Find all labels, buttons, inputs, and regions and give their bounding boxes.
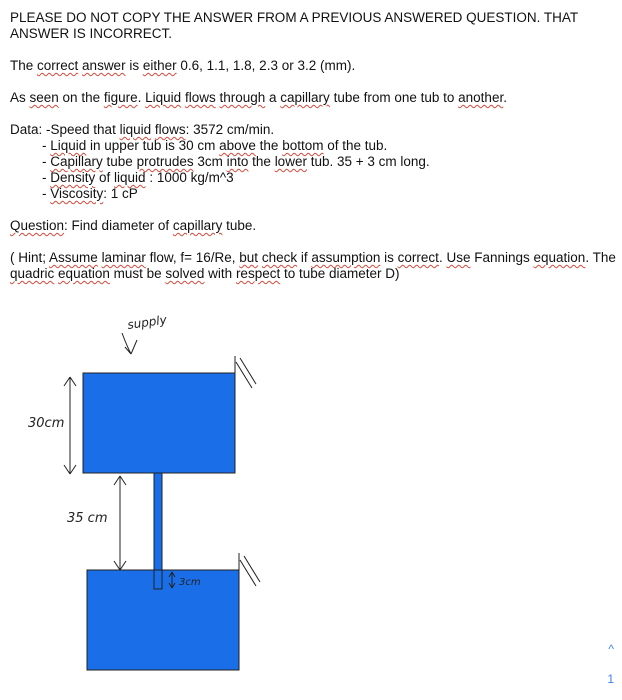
- data-item-capillary: - Capillary tube protrudes 3cm into the lower tub. 35 + 3 cm long.: [42, 154, 430, 169]
- upper-tank-hatch: [236, 358, 256, 388]
- question-line: Question: Find diameter of capillary tube.: [10, 218, 257, 233]
- height-label: 30cm: [28, 416, 65, 431]
- hint-line-2: quadric equation must be solved with respect to tube diameter D): [10, 266, 400, 281]
- intro-line: As seen on the figure. Liquid flows through a capillary tube from one tub to another.: [10, 90, 507, 105]
- data-item-viscosity: - Viscosity: 1 cP: [42, 186, 138, 201]
- length-dimension-arrow: [114, 476, 126, 570]
- answer-line: The correct answer is either 0.6, 1.1, 1.8, 2.3 or 3.2 (mm).: [10, 58, 356, 73]
- length-label: 35 cm: [67, 511, 108, 526]
- tank-diagram: [0, 300, 622, 700]
- height-dimension-arrow: [64, 377, 76, 474]
- data-item-density: - Density of liquid : 1000 kg/m^3: [42, 170, 234, 185]
- upper-tank: [83, 373, 235, 473]
- warning-line-2: ANSWER IS INCORRECT.: [10, 26, 173, 41]
- supply-label: supply: [126, 312, 168, 332]
- data-item-liquid-level: - Liquid in upper tub is 30 cm above the bottom of the tub.: [42, 138, 388, 153]
- page-number: 1: [607, 672, 614, 686]
- scroll-up-icon[interactable]: ^: [608, 642, 614, 656]
- lower-tank-hatch: [240, 556, 260, 586]
- supply-arrow: [122, 333, 137, 354]
- warning-line-1: PLEASE DO NOT COPY THE ANSWER FROM A PREVIOUS ANSWERED QUESTION. THAT: [10, 10, 579, 25]
- lower-tank: [87, 570, 239, 670]
- hint-line-1: ( Hint; Assume laminar flow, f= 16/Re, but check if assumption is correct. Use Fannings equation. The: [10, 250, 616, 265]
- data-heading: Data: -Speed that liquid flows: 3572 cm/min.: [10, 122, 275, 137]
- protrude-label: 3cm: [179, 577, 201, 588]
